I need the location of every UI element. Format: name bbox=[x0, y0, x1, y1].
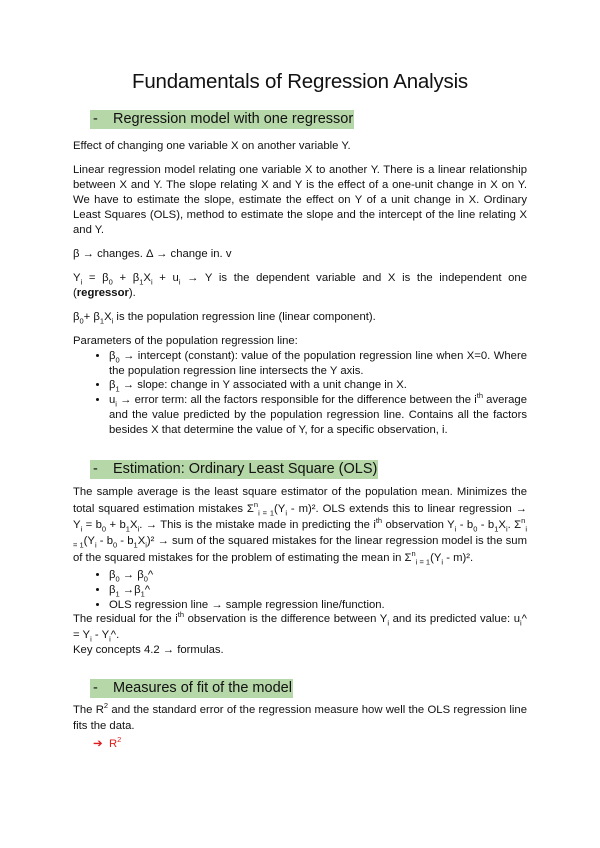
subscript: i bbox=[115, 399, 117, 409]
paragraph bbox=[73, 643, 527, 658]
subscript: i bbox=[109, 634, 111, 644]
text-run: - b bbox=[117, 535, 134, 548]
text-run: Key concepts 4.2 → formulas. bbox=[73, 644, 224, 657]
subscript: i = 1 bbox=[258, 507, 275, 517]
subscript: i bbox=[80, 524, 83, 534]
superscript: th bbox=[375, 516, 383, 526]
text-run: average and the value predicted by the population regression line. Contains all the factors besides X that determine the value of Y, for a specific observation, i. bbox=[109, 394, 527, 436]
text-run: β bbox=[73, 311, 80, 323]
subscript: i bbox=[178, 277, 181, 287]
subscript: i bbox=[520, 618, 522, 628]
text-run: u bbox=[109, 394, 116, 407]
text-run: - m)². bbox=[443, 551, 474, 564]
text-run: β bbox=[109, 583, 116, 596]
subscript: i bbox=[137, 524, 140, 534]
subscript: i bbox=[150, 277, 153, 287]
text-run: ^ = Y bbox=[73, 613, 527, 641]
text-run: X bbox=[143, 272, 151, 284]
section-heading-measures-of-fit bbox=[90, 679, 527, 698]
text-run: observation Y bbox=[382, 519, 455, 532]
subscript: i bbox=[94, 540, 97, 550]
text-run: - Y bbox=[91, 628, 110, 641]
subscript: 1 bbox=[115, 384, 120, 394]
text-run: Parameters of the population regression line: bbox=[73, 335, 298, 347]
text-run: → slope: change in Y associated with a unit change in X. bbox=[119, 379, 407, 392]
text-run: β bbox=[109, 379, 116, 392]
text-run: - b bbox=[477, 519, 495, 532]
text-run: →β bbox=[119, 583, 141, 596]
paragraph bbox=[73, 334, 527, 349]
text-run: Y bbox=[73, 272, 81, 284]
text-run: → β bbox=[119, 569, 144, 582]
subscript: 1 bbox=[125, 524, 130, 534]
text-run: ). bbox=[128, 287, 136, 299]
section-heading-regression-model bbox=[90, 110, 527, 129]
text-run: (Y bbox=[274, 502, 286, 515]
paragraph bbox=[73, 271, 527, 301]
text-run: ^ bbox=[144, 583, 151, 596]
dash-marker: - bbox=[93, 461, 98, 478]
estimators-list bbox=[73, 568, 527, 612]
text-run: ^. bbox=[110, 628, 120, 641]
subscript: i bbox=[90, 634, 92, 644]
text-run: The sample average is the least square estimator of the population mean. Minimizes the total squared estimation mistakes Σ bbox=[73, 486, 527, 515]
superscript: n bbox=[521, 516, 526, 526]
subscript: 0 bbox=[115, 574, 120, 584]
subscript: 1 bbox=[99, 316, 105, 326]
heading-text: Measures of fit of the model bbox=[113, 680, 292, 697]
subscript: i bbox=[505, 524, 508, 534]
paragraph bbox=[73, 247, 527, 262]
text-run: X bbox=[498, 519, 506, 532]
text-run: → intercept (constant): value of the population regression line when X=0. Where the population regression line intersects the Y axis. bbox=[109, 350, 527, 377]
subscript: 1 bbox=[494, 524, 499, 534]
text-run: . Σ bbox=[507, 519, 522, 532]
text-run: is the population regression line (linear component). bbox=[113, 311, 376, 323]
paragraph bbox=[73, 163, 527, 238]
dash-marker: - bbox=[93, 680, 98, 697]
subscript: i = 1 bbox=[73, 524, 527, 550]
superscript: n bbox=[411, 549, 416, 559]
text-run: X bbox=[104, 311, 112, 323]
parameters-list bbox=[73, 349, 527, 437]
paragraph bbox=[73, 702, 527, 734]
arrow-list bbox=[73, 737, 527, 752]
subscript: 0 bbox=[79, 316, 84, 326]
dash-marker: - bbox=[93, 111, 98, 127]
heading-text: Regression model with one regressor bbox=[113, 111, 354, 127]
text-run: (Y bbox=[83, 535, 95, 548]
superscript: 2 bbox=[103, 701, 109, 711]
subscript: 0 bbox=[143, 574, 148, 584]
paragraph bbox=[73, 612, 527, 643]
superscript: th bbox=[476, 391, 484, 401]
text-run: β bbox=[109, 569, 116, 582]
text-run: → error term: all the factors responsible for the difference between the i bbox=[116, 394, 477, 407]
list-item bbox=[109, 598, 527, 613]
text-run: β → changes. Δ → change in. v bbox=[73, 248, 232, 260]
list-item bbox=[109, 583, 527, 598]
subscript: 0 bbox=[101, 524, 107, 534]
paragraph bbox=[73, 484, 527, 566]
list-item bbox=[109, 568, 527, 583]
text-run: - b bbox=[456, 519, 474, 532]
text-run: ^ bbox=[147, 569, 154, 582]
subscript: i bbox=[441, 557, 444, 567]
text-run: + β bbox=[112, 272, 140, 284]
subscript: 0 bbox=[108, 277, 113, 287]
text-run: - m)². OLS extends this to linear regression → Y bbox=[73, 502, 527, 532]
text-run: + u bbox=[152, 272, 179, 284]
text-run: . → This is the mistake made in predicting the i bbox=[139, 519, 376, 532]
text-run: Effect of changing one variable X on another variable Y. bbox=[73, 140, 351, 152]
superscript: th bbox=[177, 610, 185, 620]
text-run: observation is the difference between Y bbox=[184, 613, 388, 626]
bold-term: regressor bbox=[76, 287, 129, 299]
heading-text: Estimation: Ordinary Least Square (OLS) bbox=[113, 461, 378, 478]
list-item bbox=[109, 393, 527, 437]
section-heading-ols bbox=[90, 460, 527, 479]
text-run: (Y bbox=[430, 551, 442, 564]
list-item-r-squared bbox=[93, 737, 527, 752]
text-run: OLS regression line → sample regression line/function. bbox=[109, 598, 385, 611]
text-run: + β bbox=[83, 311, 100, 323]
subscript: 1 bbox=[140, 589, 145, 599]
superscript: 2 bbox=[117, 735, 122, 745]
text-run: X bbox=[137, 535, 146, 548]
list-item bbox=[109, 378, 527, 393]
text-run: R bbox=[109, 738, 118, 751]
subscript: 0 bbox=[473, 524, 478, 534]
text-run: X bbox=[129, 519, 138, 532]
superscript: n bbox=[253, 499, 259, 509]
text-run: The residual for the i bbox=[73, 613, 178, 626]
subscript: 0 bbox=[112, 540, 118, 550]
text-run: + b bbox=[106, 519, 126, 532]
text-run: The R bbox=[73, 704, 104, 717]
text-run: - b bbox=[96, 535, 113, 548]
text-run: and the standard error of the regression measure how well the OLS regression line fits the data. bbox=[73, 704, 527, 733]
text-run: and its predicted value: u bbox=[389, 613, 520, 626]
paragraph bbox=[73, 310, 527, 325]
text-run: → Y is the dependent variable and X is the independent one ( bbox=[73, 272, 527, 299]
subscript: i bbox=[454, 524, 457, 534]
list-item bbox=[109, 349, 527, 378]
subscript: i = 1 bbox=[415, 557, 431, 567]
subscript: 1 bbox=[133, 540, 138, 550]
subscript: 1 bbox=[115, 589, 120, 599]
subscript: i bbox=[111, 316, 114, 326]
document-page bbox=[73, 70, 527, 761]
subscript: i bbox=[285, 507, 287, 517]
subscript: i bbox=[145, 540, 147, 550]
subscript: 1 bbox=[139, 277, 144, 287]
text-run: Linear regression model relating one variable X to another Y. There is a linear relationship between X and Y. The slope relating X and Y is the effect of a one-unit change in X on Y. We have to estimate the slope, estimate the effect on Y of a unit change in X. Ordinary Least Squares (OLS), method to estimate the slope and the intercept of the line relating X and Y. bbox=[73, 164, 527, 236]
text-run: β bbox=[109, 350, 116, 362]
subscript: 0 bbox=[115, 355, 120, 365]
text-run: )² → sum of the squared mistakes for the linear regression model is the sum of the squared mistakes for the problem of estimating the mean in Σ bbox=[73, 535, 527, 564]
document-title: Fundamentals of Regression Analysis bbox=[132, 70, 468, 93]
text-run: = β bbox=[82, 272, 109, 284]
subscript: i bbox=[387, 618, 389, 628]
paragraph bbox=[73, 139, 527, 154]
text-run: = b bbox=[82, 519, 102, 532]
subscript: i bbox=[80, 277, 83, 287]
